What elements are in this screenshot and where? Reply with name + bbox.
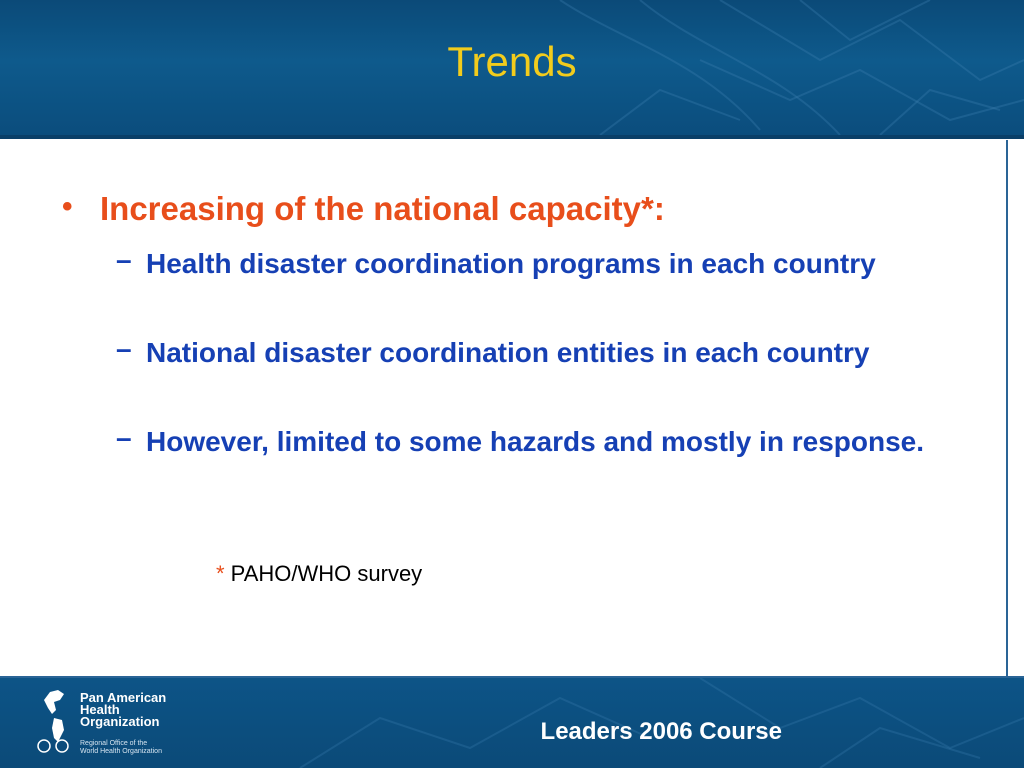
logo-sub-1: Regional Office of the [80,740,148,747]
logo-subtitle [80,740,162,756]
course-label: Leaders 2006 Course [540,718,782,745]
sub-bullet-marker: – [116,422,132,453]
logo-wordmark [80,692,166,728]
sub-bullet-marker: – [116,333,132,364]
logo-line-3: Organization [80,714,160,729]
sub-bullet-text: Health disaster coordination programs in each country [146,248,876,279]
americas-map-icon [36,688,76,760]
logo-sub-2: World Health Organization [80,748,162,755]
sub-bullet-text: National disaster coordination entities in each country [146,337,870,368]
main-bullet-text: Increasing of the national capacity*: [100,190,665,227]
footnote-text: PAHO/WHO survey [224,561,423,586]
sub-bullet-text: However, limited to some hazards and mostly in response. [146,426,924,457]
footnote [216,561,422,587]
sub-bullet-marker: – [116,244,132,275]
bullet-marker: • [62,190,73,223]
footnote-star: * [216,561,225,586]
paho-logo [36,688,196,758]
slide-title: Trends [447,38,577,85]
logo-line-2: Health [80,702,120,717]
logo-line-1: Pan American [80,690,167,705]
slide-footer-band [0,678,1024,768]
